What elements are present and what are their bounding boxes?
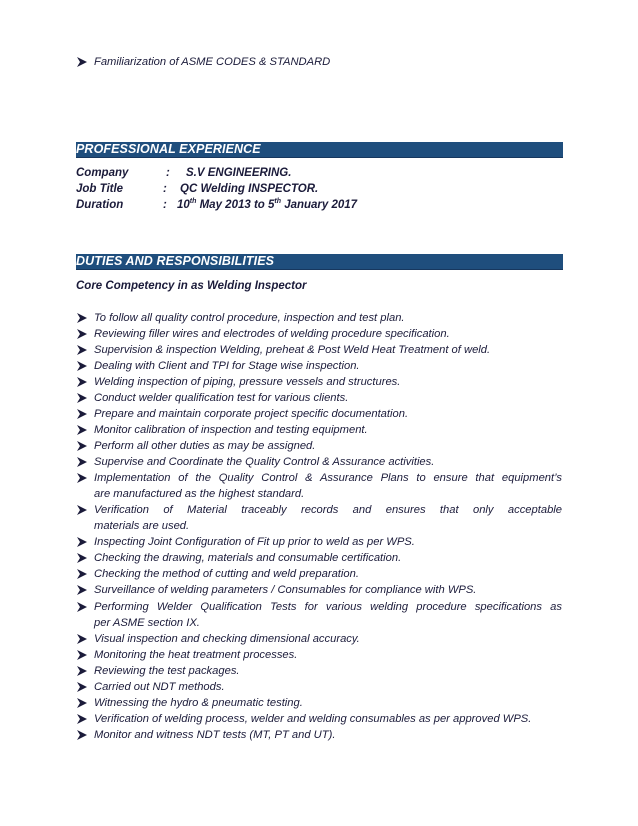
list-item [76, 695, 562, 711]
list-item-continuation [76, 486, 562, 502]
list-item-text: Carried out NDT methods. [94, 681, 225, 693]
arrow-bullet-icon [76, 665, 88, 677]
arrow-bullet-icon [76, 328, 88, 340]
list-item-text: Verification of welding process, welder and welding consumables as per approved WPS. [94, 713, 532, 725]
list-item [76, 342, 562, 358]
section-heading: PROFESSIONAL EXPERIENCE [76, 142, 261, 156]
arrow-bullet-icon [76, 360, 88, 372]
list-item-text: Dealing with Client and TPI for Stage wise inspection. [94, 360, 360, 372]
company-label: Company [76, 167, 129, 179]
list-item [76, 438, 562, 454]
list-item-text: Checking the method of cutting and weld preparation. [94, 568, 359, 580]
list-item-text: Welding inspection of piping, pressure vessels and structures. [94, 376, 401, 388]
list-item-text: Checking the drawing, materials and consumable certification. [94, 552, 402, 564]
list-item-text: Conduct welder qualification test for various clients. [94, 392, 349, 404]
list-item-text: Familiarization of ASME CODES & STANDARD [94, 56, 331, 68]
list-item [76, 54, 562, 70]
list-item-text: Inspecting Joint Configuration of Fit up prior to weld as per WPS. [94, 536, 415, 548]
list-item [76, 326, 562, 342]
list-item [76, 647, 562, 663]
list-item [76, 711, 562, 727]
list-item [76, 631, 562, 647]
list-item-text: Prepare and maintain corporate project specific documentation. [94, 408, 409, 420]
arrow-bullet-icon [76, 584, 88, 596]
arrow-bullet-icon [76, 312, 88, 324]
list-item-continuation [76, 518, 562, 534]
list-item-text: Reviewing filler wires and electrodes of welding procedure specification. [94, 328, 450, 340]
list-item-text: To follow all quality control procedure, inspection and test plan. [94, 312, 405, 324]
list-item-text: are manufactured as the highest standard. [94, 488, 305, 500]
duration-label: Duration [76, 199, 124, 211]
section-heading-bar [76, 254, 563, 270]
arrow-bullet-icon [76, 392, 88, 404]
list-item [76, 454, 562, 470]
arrow-bullet-icon [76, 633, 88, 645]
list-item-text: Supervision & inspection Welding, preheat & Post Weld Heat Treatment of weld. [94, 344, 491, 356]
job-title-value: QC Welding INSPECTOR. [180, 183, 319, 195]
list-item-text: Monitor and witness NDT tests (MT, PT and UT). [94, 729, 336, 741]
job-title-separator: : [163, 183, 167, 195]
list-item [76, 727, 562, 743]
list-item [76, 566, 562, 582]
arrow-bullet-icon [76, 472, 88, 484]
list-item-text: Performing Welder Qualification Tests for various welding procedure specifications as [94, 601, 562, 613]
company-value: S.V ENGINEERING. [186, 167, 292, 179]
arrow-bullet-icon [76, 601, 88, 613]
list-item-text: Monitor calibration of inspection and testing equipment. [94, 424, 368, 436]
arrow-bullet-icon [76, 681, 88, 693]
arrow-bullet-icon [76, 649, 88, 661]
list-item [76, 599, 562, 615]
list-item [76, 390, 562, 406]
list-item [76, 663, 562, 679]
arrow-bullet-icon [76, 408, 88, 420]
list-item [76, 358, 562, 374]
list-item [76, 550, 562, 566]
list-item-text: Supervise and Coordinate the Quality Control & Assurance activities. [94, 456, 435, 468]
arrow-bullet-icon [76, 456, 88, 468]
list-item-continuation [76, 615, 562, 631]
list-item-text: Perform all other duties as may be assigned. [94, 440, 316, 452]
arrow-bullet-icon [76, 440, 88, 452]
list-item-text: Reviewing the test packages. [94, 665, 240, 677]
arrow-bullet-icon [76, 552, 88, 564]
list-item [76, 406, 562, 422]
list-item-text: Monitoring the heat treatment processes. [94, 649, 298, 661]
section-heading: DUTIES AND RESPONSIBILITIES [76, 254, 275, 268]
subheading: Core Competency in as Welding Inspector [76, 280, 307, 292]
list-item [76, 502, 562, 518]
arrow-bullet-icon [76, 424, 88, 436]
arrow-bullet-icon [76, 344, 88, 356]
list-item-text: Visual inspection and checking dimensional accuracy. [94, 633, 360, 645]
list-item [76, 534, 562, 550]
arrow-bullet-icon [76, 536, 88, 548]
list-item [76, 679, 562, 695]
list-item [76, 374, 562, 390]
list-item-text: Implementation of the Quality Control & Assurance Plans to ensure that equipment’s [94, 472, 562, 484]
list-item [76, 310, 562, 326]
company-separator: : [166, 167, 170, 179]
list-item-text: Witnessing the hydro & pneumatic testing. [94, 697, 303, 709]
list-item-text: per ASME section IX. [94, 617, 200, 629]
arrow-bullet-icon [76, 56, 88, 68]
arrow-bullet-icon [76, 729, 88, 741]
list-item-text: materials are used. [94, 520, 190, 532]
duration-separator: : [163, 199, 167, 211]
arrow-bullet-icon [76, 504, 88, 516]
section-heading-bar [76, 142, 563, 158]
arrow-bullet-icon [76, 568, 88, 580]
arrow-bullet-icon [76, 713, 88, 725]
duration-value: 10th May 2013 to 5th January 2017 [177, 198, 358, 211]
list-item-text: Verification of Material traceably records and ensures that only acceptable [94, 504, 562, 516]
list-item [76, 582, 562, 598]
list-item [76, 422, 562, 438]
list-item-text: Surveillance of welding parameters / Consumables for compliance with WPS. [94, 584, 477, 596]
arrow-bullet-icon [76, 697, 88, 709]
job-title-label: Job Title [76, 183, 124, 195]
list-item [76, 470, 562, 486]
arrow-bullet-icon [76, 376, 88, 388]
